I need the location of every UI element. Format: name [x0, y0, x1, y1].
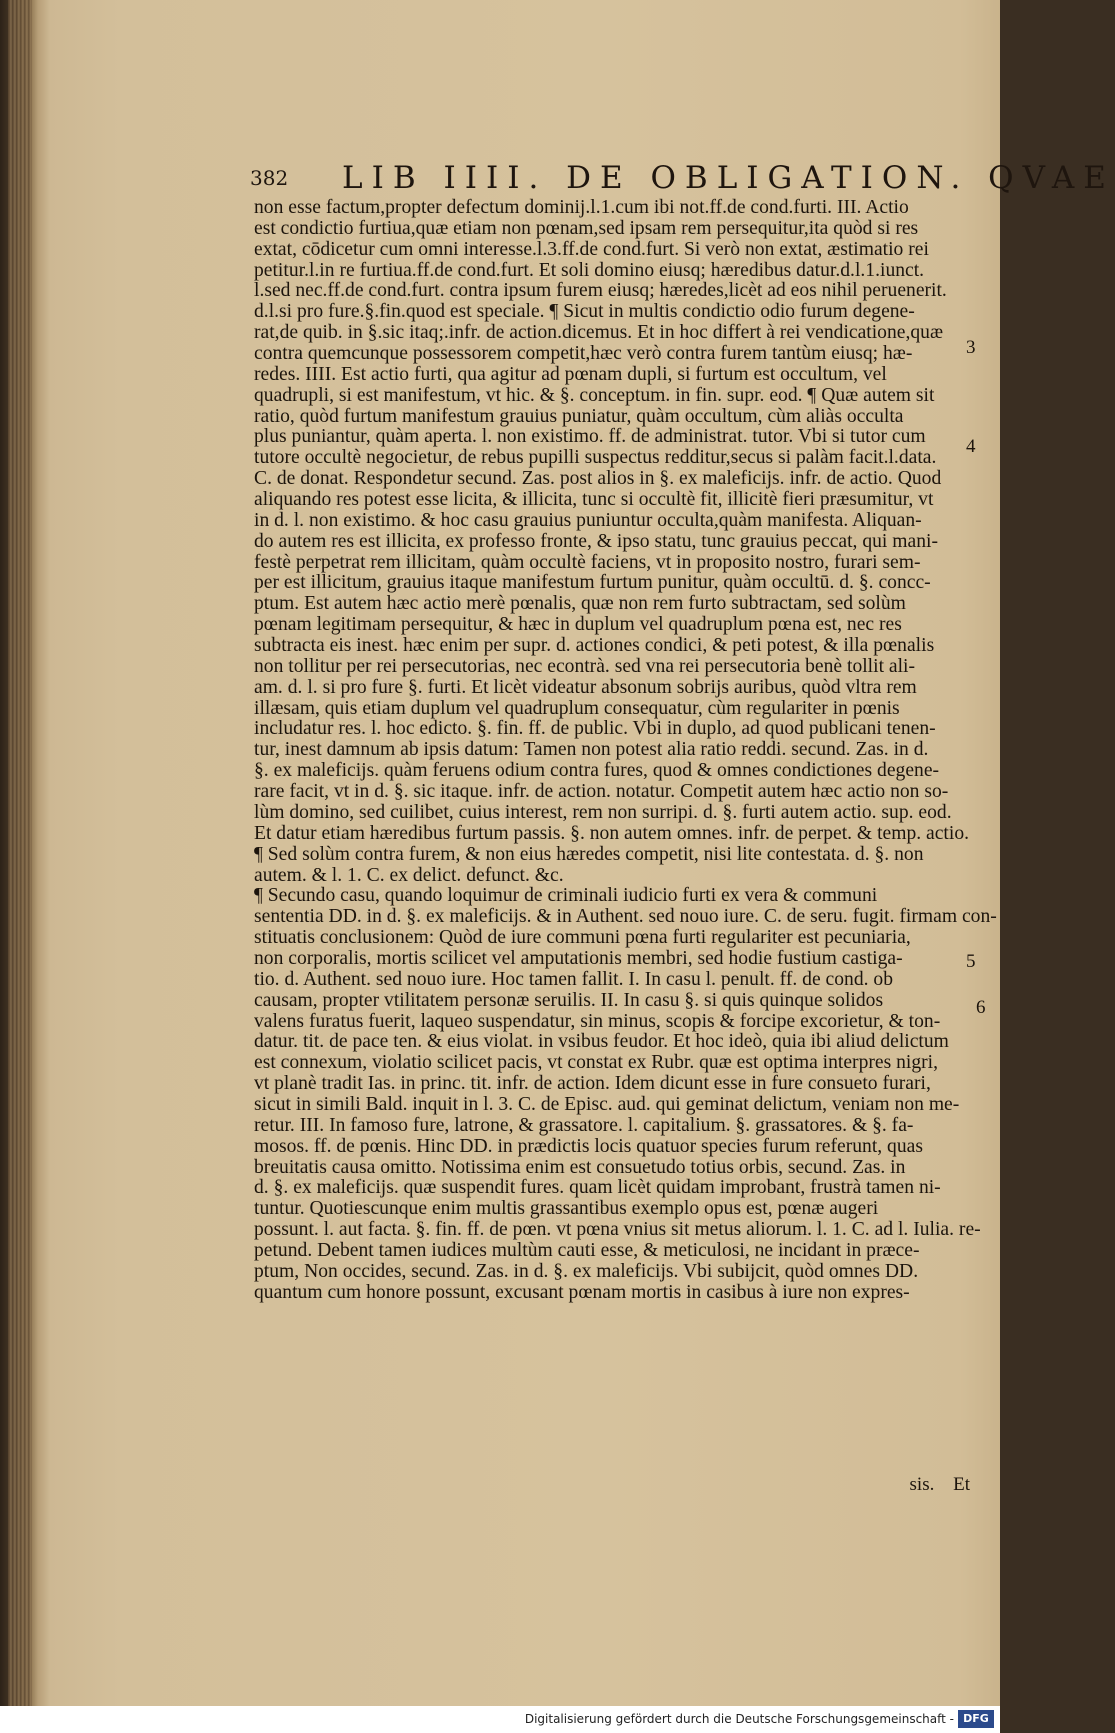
text-line: tio. d. Authent. sed nouo iure. Hoc tamen fallit. I. In casu l. penult. ff. de cond. ob	[254, 968, 894, 990]
body-text	[254, 197, 997, 1304]
text-line: petund. Debent tamen iudices multùm cauti esse, & meticulosi, ne incidant in præce-	[254, 1239, 920, 1261]
text-line: contra quemcunque possessorem competit,hæc verò contra furem tantùm eiusq; hæ-	[254, 343, 913, 365]
margin-number-3: 3	[966, 337, 976, 358]
text-line: lùm domino, sed cuilibet, cuius interest, rem non surripi. d. §. furti autem actio. sup. eod.	[254, 801, 952, 823]
page-header	[250, 160, 1115, 196]
text-line: C. de donat. Respondetur secund. Zas. post alios in §. ex maleficijs. infr. de actio. Quod	[254, 468, 942, 490]
text-line: subtracta eis inest. hæc enim per supr. d. actiones condici, & peti potest, & illa pœnalis	[254, 635, 935, 657]
catchword: Et	[953, 1474, 970, 1495]
text-line: extat, cōdicetur cum omni interesse.l.3.ff.de cond.furt. Si verò non extat, æstimatio rei	[254, 238, 929, 260]
text-line: stituatis conclusionem: Quòd de iure communi pœna furti regulariter est pecuniaria,	[254, 927, 911, 949]
text-line: non corporalis, mortis scilicet vel amputationis membri, sed hodie fustium castiga-	[254, 947, 903, 969]
text-line: d. §. ex maleficijs. quæ suspendit fures. quam licèt quidam improbant, frustrà tamen ni-	[254, 1177, 941, 1199]
text-line: vt planè tradit Ias. in princ. tit. infr. de action. Idem dicunt esse in fure consueto furari,	[254, 1073, 931, 1095]
text-line: d.l.si pro fure.§.fin.quod est speciale. ¶ Sicut in multis condictio odio furum degene-	[254, 301, 915, 323]
dfg-logo: DFG	[958, 1710, 994, 1728]
text-line: quantum cum honore possunt, excusant pœnam mortis in casibus à iure non expres-	[254, 1281, 910, 1303]
text-line: festè perpetrat rem illicitam, quàm occultè faciens, vt in proposito nostro, furari sem-	[254, 551, 921, 573]
text-line: Et datur etiam hæredibus furtum passis. §. non autem omnes. infr. de perpet. & temp. actio.	[254, 822, 970, 844]
text-line: possunt. l. aut facta. §. fin. ff. de pœn. vt pœna vnius sit metus aliorum. l. 1. C. ad l. Iulia. re-	[254, 1219, 981, 1241]
text-line: tutore occultè negocietur, de rebus pupilli suspectus redditur,secus si palàm facit.l.data.	[254, 447, 937, 469]
text-line: autem. & l. 1. C. ex delict. defunct. &c.	[254, 864, 564, 886]
text-line: valens furatus fuerit, laqueo suspendatur, sin minus, scopis & forcipe excorietur, & ton-	[254, 1010, 941, 1032]
last-line-text: sis.	[909, 1474, 935, 1495]
text-line: non tollitur per rei persecutorias, nec econtrà. sed vna rei persecutoria benè tollit ali-	[254, 655, 916, 677]
text-line: sicut in simili Bald. inquit in l. 3. C. de Episc. aud. qui geminat delictum, veniam non me-	[254, 1093, 960, 1115]
text-line: redes. IIII. Est actio furti, qua agitur ad pœnam dupli, si furtum est occultum, vel	[254, 363, 887, 385]
text-line: est connexum, violatio scilicet pacis, vt constat ex Rubr. quæ est optima interpres nigri,	[254, 1052, 939, 1074]
text-line: ¶ Secundo casu, quando loquimur de criminali iudicio furti ex vera & communi	[254, 885, 878, 907]
digitization-footer	[0, 1706, 1000, 1733]
text-line: breuitatis causa omitto. Notissima enim est consuetudo totius orbis, secund. Zas. in	[254, 1156, 906, 1178]
text-line: in d. l. non existimo. & hoc casu grauius puniuntur occulta,quàm manifesta. Aliquan-	[254, 509, 922, 531]
text-line: causam, propter vtilitatem personæ seruilis. II. In casu §. si quis quinque solidos	[254, 989, 884, 1011]
text-line: ¶ Sed solùm contra furem, & non eius hæredes competit, nisi lite contestata. d. §. non	[254, 843, 924, 865]
margin-number-5: 5	[966, 951, 976, 972]
running-head: LIB IIII. DE OBLIGATION. QVAE	[342, 160, 1115, 196]
text-line: tuntur. Quotiescunque enim multis grassantibus exemplo opus est, pœnæ augeri	[254, 1198, 879, 1220]
text-line: non esse factum,propter defectum dominij.l.1.cum ibi not.ff.de cond.furti. III. Actio	[254, 197, 909, 218]
footer-credit: Digitalisierung gefördert durch die Deutsche Forschungsgemeinschaft -	[524, 1712, 954, 1726]
text-line: ptum, Non occides, secund. Zas. in d. §. ex maleficijs. Vbi subijcit, quòd omnes DD.	[254, 1260, 919, 1282]
text-line: mosos. ff. de pœnis. Hinc DD. in prædictis locis quatuor species furum referunt, quas	[254, 1135, 923, 1157]
text-line: quadrupli, si est manifestum, vt hic. & §. conceptum. in fin. supr. eod. ¶ Quæ autem sit	[254, 384, 935, 406]
text-line: per est illicitum, grauius itaque manifestum furtum punitur, quàm occultū. d. §. concc-	[254, 572, 931, 594]
text-line: aliquando res potest esse licita, & illicita, tunc si occultè fit, illicitè fieri præsumitur, vt	[254, 489, 934, 511]
catchword-line	[910, 1474, 970, 1496]
text-line: rare facit, vt in d. §. sic itaque. infr. de action. notatur. Competit autem hæc actio non so-	[254, 781, 949, 803]
text-line: do autem res est illicita, ex professo fronte, & ipso statu, tunc grauius peccat, qui mani-	[254, 530, 938, 552]
text-line: illæsam, quis etiam duplum vel quadruplum consequatur, cùm regulariter in pœnis	[254, 697, 900, 719]
text-line: datur. tit. de pace ten. & eius violat. in vsibus feudor. Et hoc ideò, quia ibi aliud delictum	[254, 1031, 949, 1053]
text-line: am. d. l. si pro fure §. furti. Et licèt videatur absonum sobrijs auribus, quòd vltra rem	[254, 676, 917, 698]
page-edge-stack	[8, 0, 32, 1706]
text-line: sententia DD. in d. §. ex maleficijs. & in Authent. sed nouo iure. C. de seru. fugit. firmam con-	[254, 906, 997, 928]
text-line: plus puniantur, quàm aperta. l. non existimo. ff. de administrat. tutor. Vbi si tutor cum	[254, 426, 926, 448]
text-line: retur. III. In famoso fure, latrone, & grassatore. l. capitalium. §. grassatores. & §. fa-	[254, 1114, 914, 1136]
text-line: §. ex maleficijs. quàm feruens odium contra fures, quod & omnes condictiones degene-	[254, 760, 940, 782]
text-line: pœnam legitimam persequitur, & hæc in duplum vel quadruplum pœna est, nec res	[254, 614, 902, 636]
text-line: includatur res. l. hoc edicto. §. fin. ff. de public. Vbi in duplo, ad quod publicani tenen-	[254, 718, 936, 740]
margin-number-4: 4	[966, 436, 976, 457]
text-line: l.sed nec.ff.de cond.furt. contra ipsum furem eiusq; hæredes,licèt ad eos nihil peruenerit.	[254, 280, 947, 302]
margin-number-6: 6	[976, 997, 986, 1018]
text-line: ratio, quòd furtum manifestum grauius puniatur, quàm occultum, cùm aliàs occulta	[254, 405, 904, 427]
text-line: petitur.l.in re furtiua.ff.de cond.furt. Et soli domino eiusq; hæredibus datur.d.l.1.iunct.	[254, 259, 925, 281]
text-line: ptum. Est autem hæc actio merè pœnalis, quæ non rem furto subtractam, sed solùm	[254, 593, 906, 615]
text-line: tur, inest damnum ab ipsis datum: Tamen non potest alia ratio reddi. secund. Zas. in d.	[254, 739, 929, 761]
folio-number: 382	[250, 166, 289, 190]
text-line: est condictio furtiua,quæ etiam non pœnam,sed ipsam rem persequitur,ita quòd si res	[254, 217, 919, 239]
text-line: rat,de quib. in §.sic itaq;.infr. de action.dicemus. Et in hoc differt à rei vendicatione,quæ	[254, 322, 944, 344]
